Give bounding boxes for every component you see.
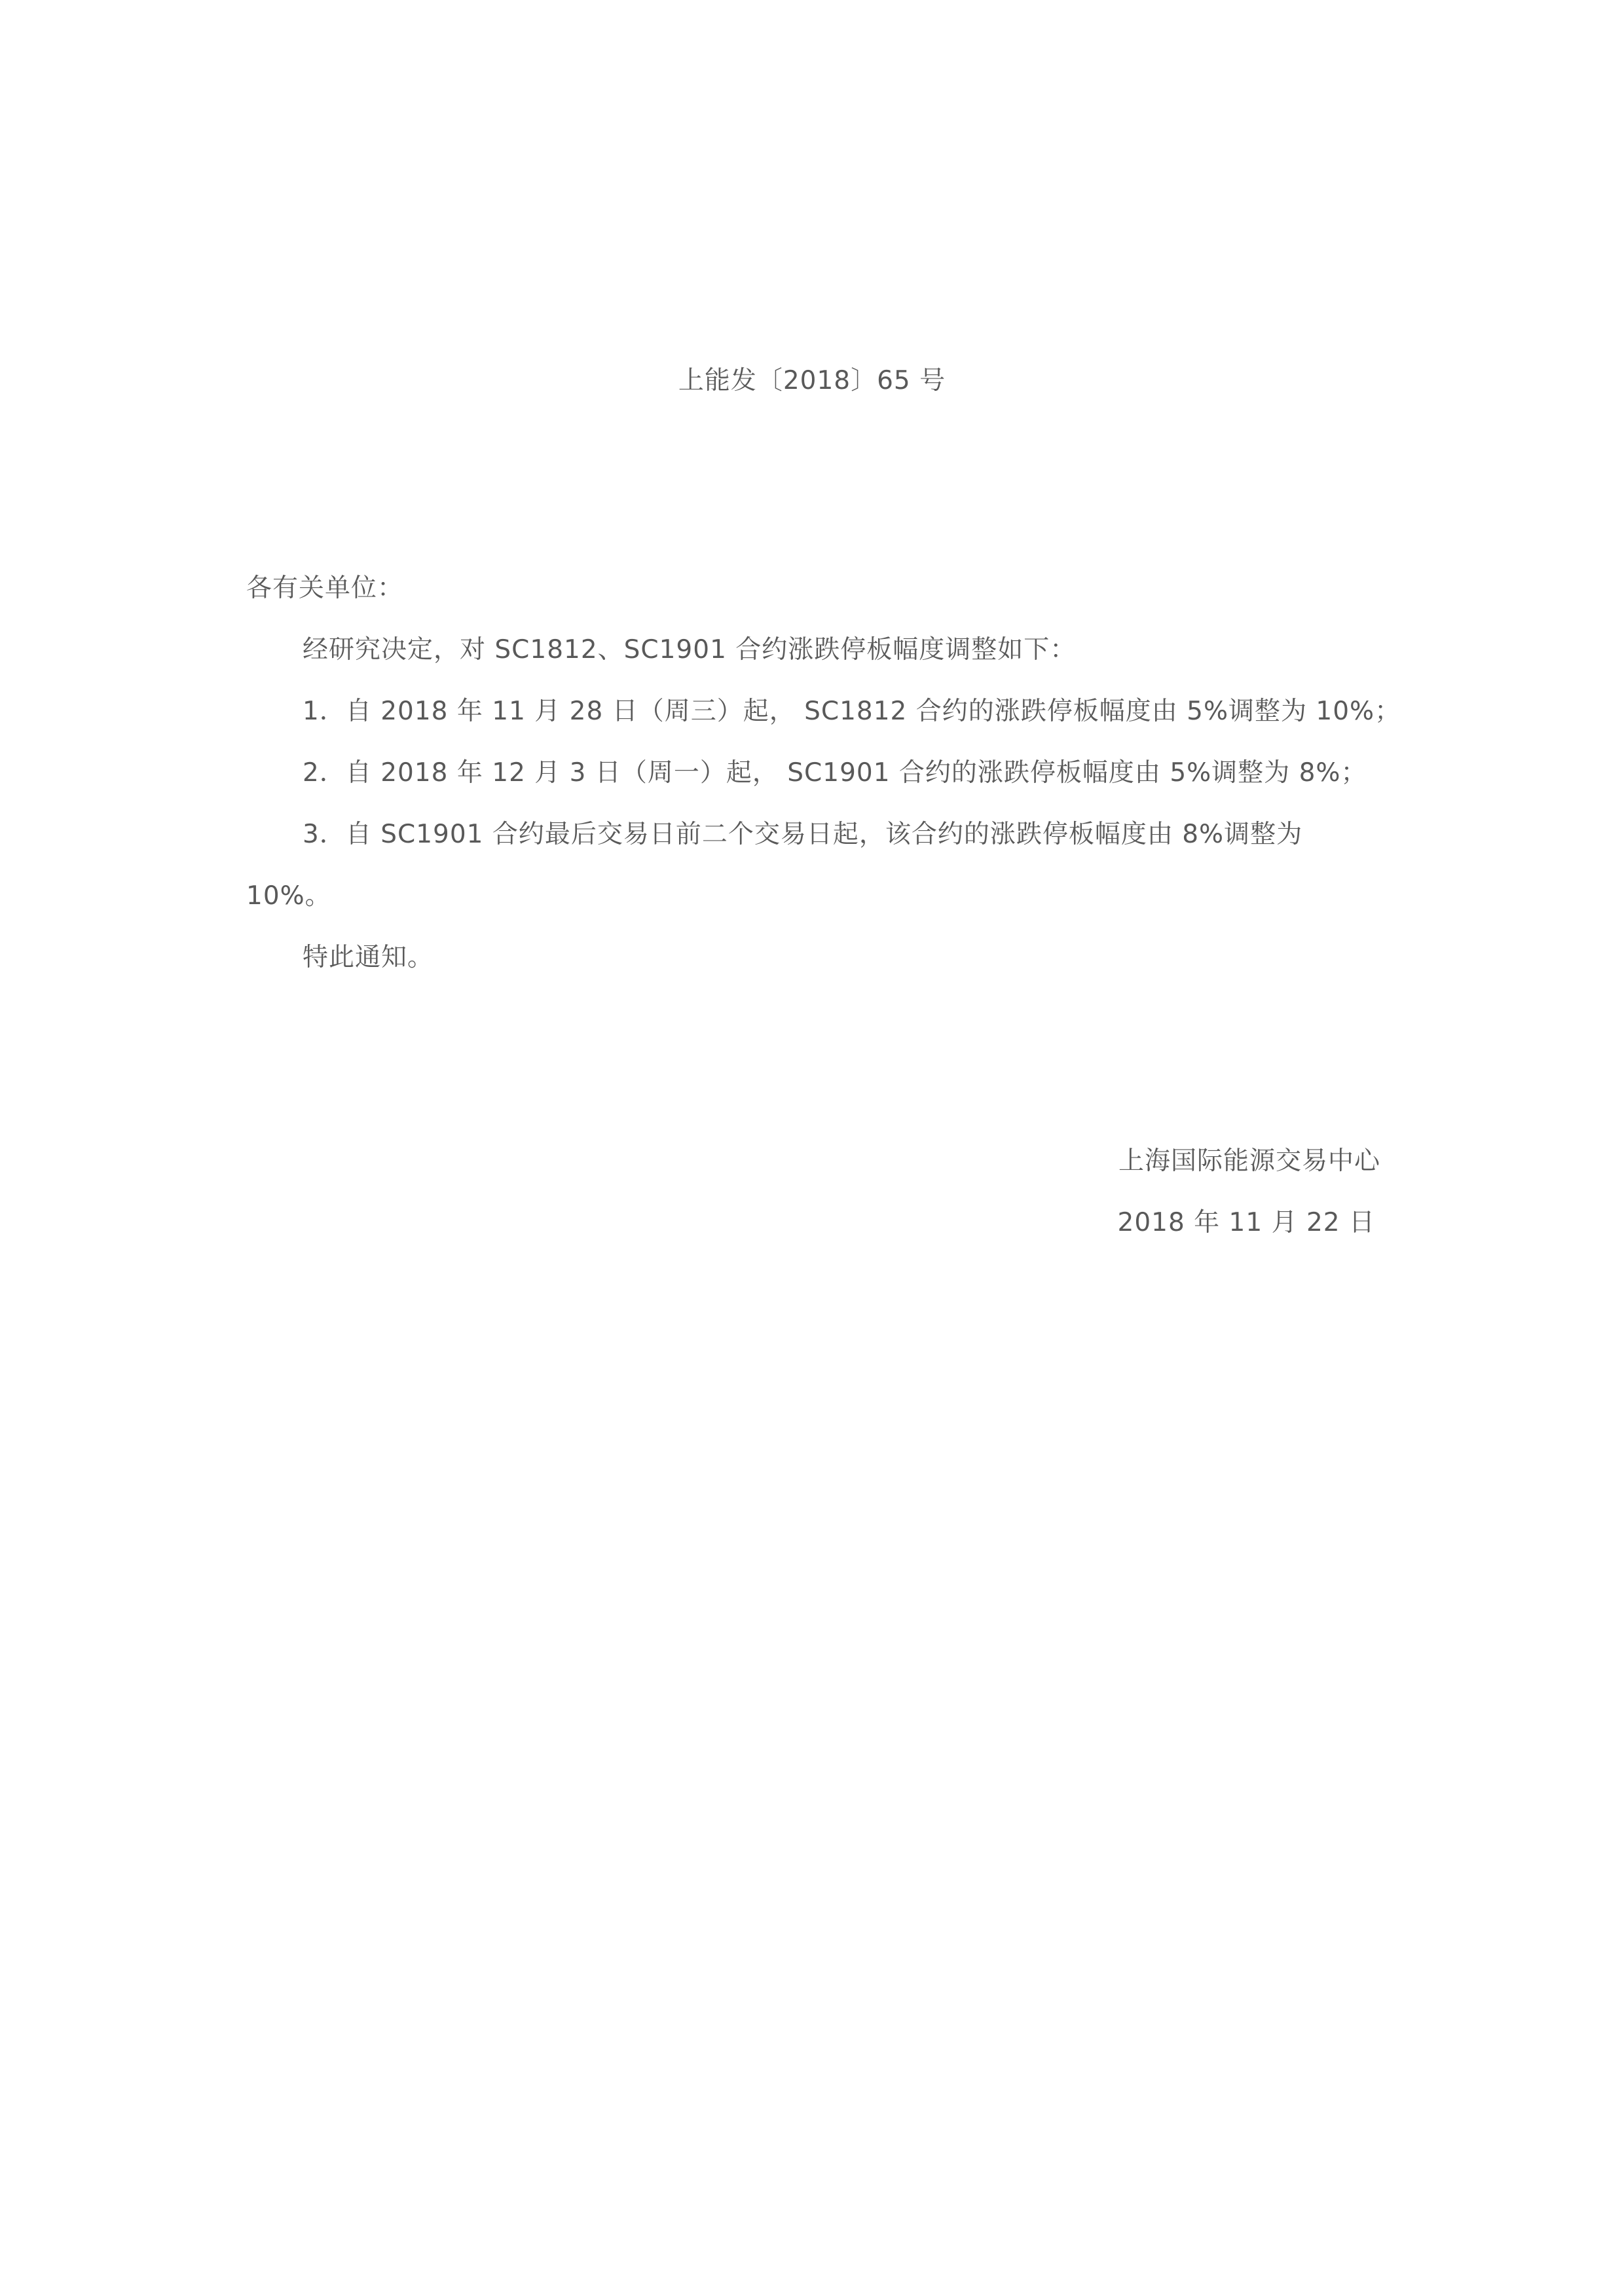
intro-paragraph: 经研究决定，对 SC1812、SC1901 合约涨跌停板幅度调整如下： bbox=[303, 635, 1077, 665]
list-item: 1．自 2018 年 11 月 28 日（周三）起， SC1812 合约的涨跌停板幅度由 5%调整为 10%； bbox=[303, 697, 1401, 726]
closing-text: 特此通知。 bbox=[303, 943, 434, 972]
list-item: 3．自 SC1901 合约最后交易日前二个交易日起，该合约的涨跌停板幅度由 8%调整为 bbox=[303, 820, 1303, 849]
salutation: 各有关单位： bbox=[246, 574, 404, 603]
signature-date: 2018 年 11 月 22 日 bbox=[1117, 1208, 1375, 1237]
signer: 上海国际能源交易中心 bbox=[1118, 1146, 1380, 1176]
list-item-continuation: 10%。 bbox=[246, 881, 331, 911]
list-item: 2．自 2018 年 12 月 3 日（周一）起， SC1901 合约的涨跌停板幅度由 5%调整为 8%； bbox=[303, 758, 1367, 788]
document-number: 上能发〔2018〕65 号 bbox=[678, 366, 946, 395]
